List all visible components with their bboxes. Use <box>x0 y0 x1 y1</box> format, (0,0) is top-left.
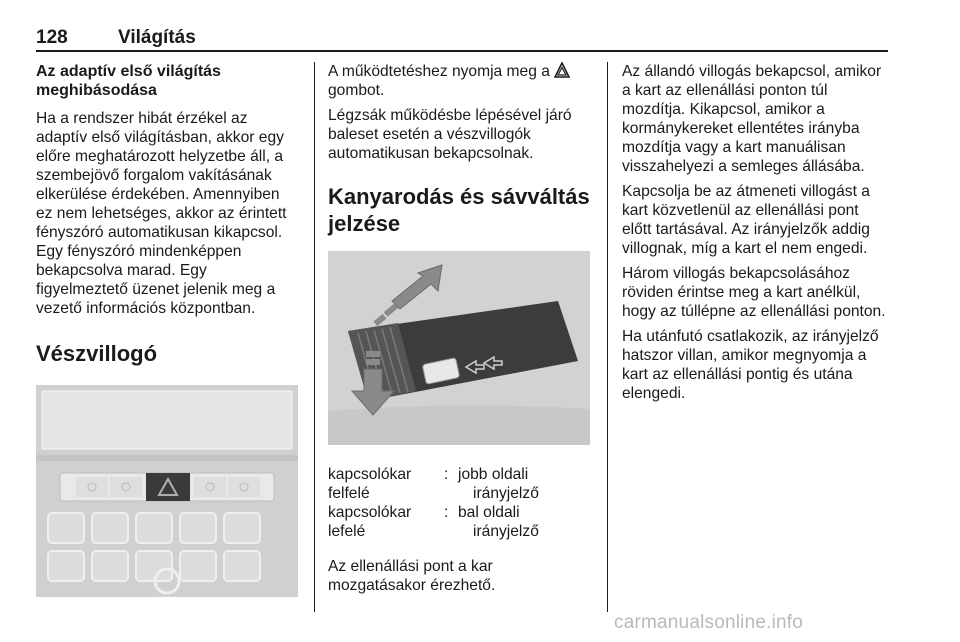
chapter-title: Világítás <box>118 27 196 48</box>
section-heading-hazard: Vészvillogó <box>36 341 158 366</box>
paragraph-temporary-flash: Kapcsolja be az átmeneti villogást a kart közvetlenül az ellenállási pont előtt tartásával. Az irányjelzők addig villognak, míg a kart el nem engedi. <box>622 183 870 257</box>
paragraph-trailer-flash: Ha utánfutó csatlakozik, az irányjelző hatszor villan, amikor megnyomja a kart az ellenállási pontig és utána elengedi. <box>622 328 879 402</box>
paragraph-hazard-operation: A működtetéshez nyomja meg a gombot. <box>328 62 592 100</box>
hazard-triangle-icon <box>554 62 570 78</box>
definition-term: kapcsolókar lefelé <box>328 504 412 540</box>
section-heading-afl-failure: Az adaptív első világítás meghibásodása <box>36 63 221 99</box>
column-2 <box>328 62 592 601</box>
definition-row <box>328 503 590 541</box>
definition-row <box>328 465 590 503</box>
definition-term: kapcsolókar felfelé <box>328 466 412 502</box>
column-3 <box>622 62 890 409</box>
page-number: 128 <box>36 27 68 48</box>
column-divider-2 <box>607 62 608 612</box>
column-divider-1 <box>314 62 315 612</box>
paragraph-resistance-point: Az ellenállási pont a kar mozgatásakor érezhető. <box>328 558 496 594</box>
definition-description: bal oldali irányjelző <box>458 504 539 540</box>
paragraph-airbag-hazard: Légzsák működésbe lépésével járó baleset esetén a vészvillogók automatikusan bekapcsolnak. <box>328 107 572 162</box>
hazard-panel-illustration <box>36 385 298 597</box>
section-heading-turn-signal: Kanyarodás és sávváltás jelzése <box>328 184 590 236</box>
paragraph-afl-failure: Ha a rendszer hibát érzékel az adaptív első világításban, akkor egy előre meghatározott helyzetbe áll, a szembejövő forgalom vakításának elkerülése érdekében. Amennyiben ez nem lehetséges, akkor az érintett fényszóró automatikusan kikapcsol. Egy fényszóró mindenképpen bekapcsolva marad. Egy figyelmeztető üzenet jelenik meg a vezető információs központban. <box>36 110 287 317</box>
column-1 <box>36 62 300 597</box>
definition-table <box>328 465 590 541</box>
hazard-button-figure <box>36 385 298 597</box>
paragraph-three-flash: Három villogás bekapcsolásához röviden érintse meg a kart anélkül, hogy az túllépne az ellenállási ponton. <box>622 265 886 320</box>
definition-separator: : <box>444 504 449 521</box>
paragraph-permanent-flash: Az állandó villogás bekapcsol, amikor a kart az ellenállási ponton túl mozdítja. Kikapcsol, amikor a kormánykereket ellentétes irányba mozdítja vagy a kart manuálisan visszahelyezi a semleges állásába. <box>622 63 882 175</box>
watermark: carmanualsonline.info <box>614 612 804 633</box>
turn-signal-stalk-illustration <box>328 251 590 445</box>
turn-signal-figure <box>328 251 590 445</box>
definition-separator: : <box>444 466 449 483</box>
definition-description: jobb oldali irányjelző <box>458 466 539 502</box>
header-divider <box>36 50 888 52</box>
